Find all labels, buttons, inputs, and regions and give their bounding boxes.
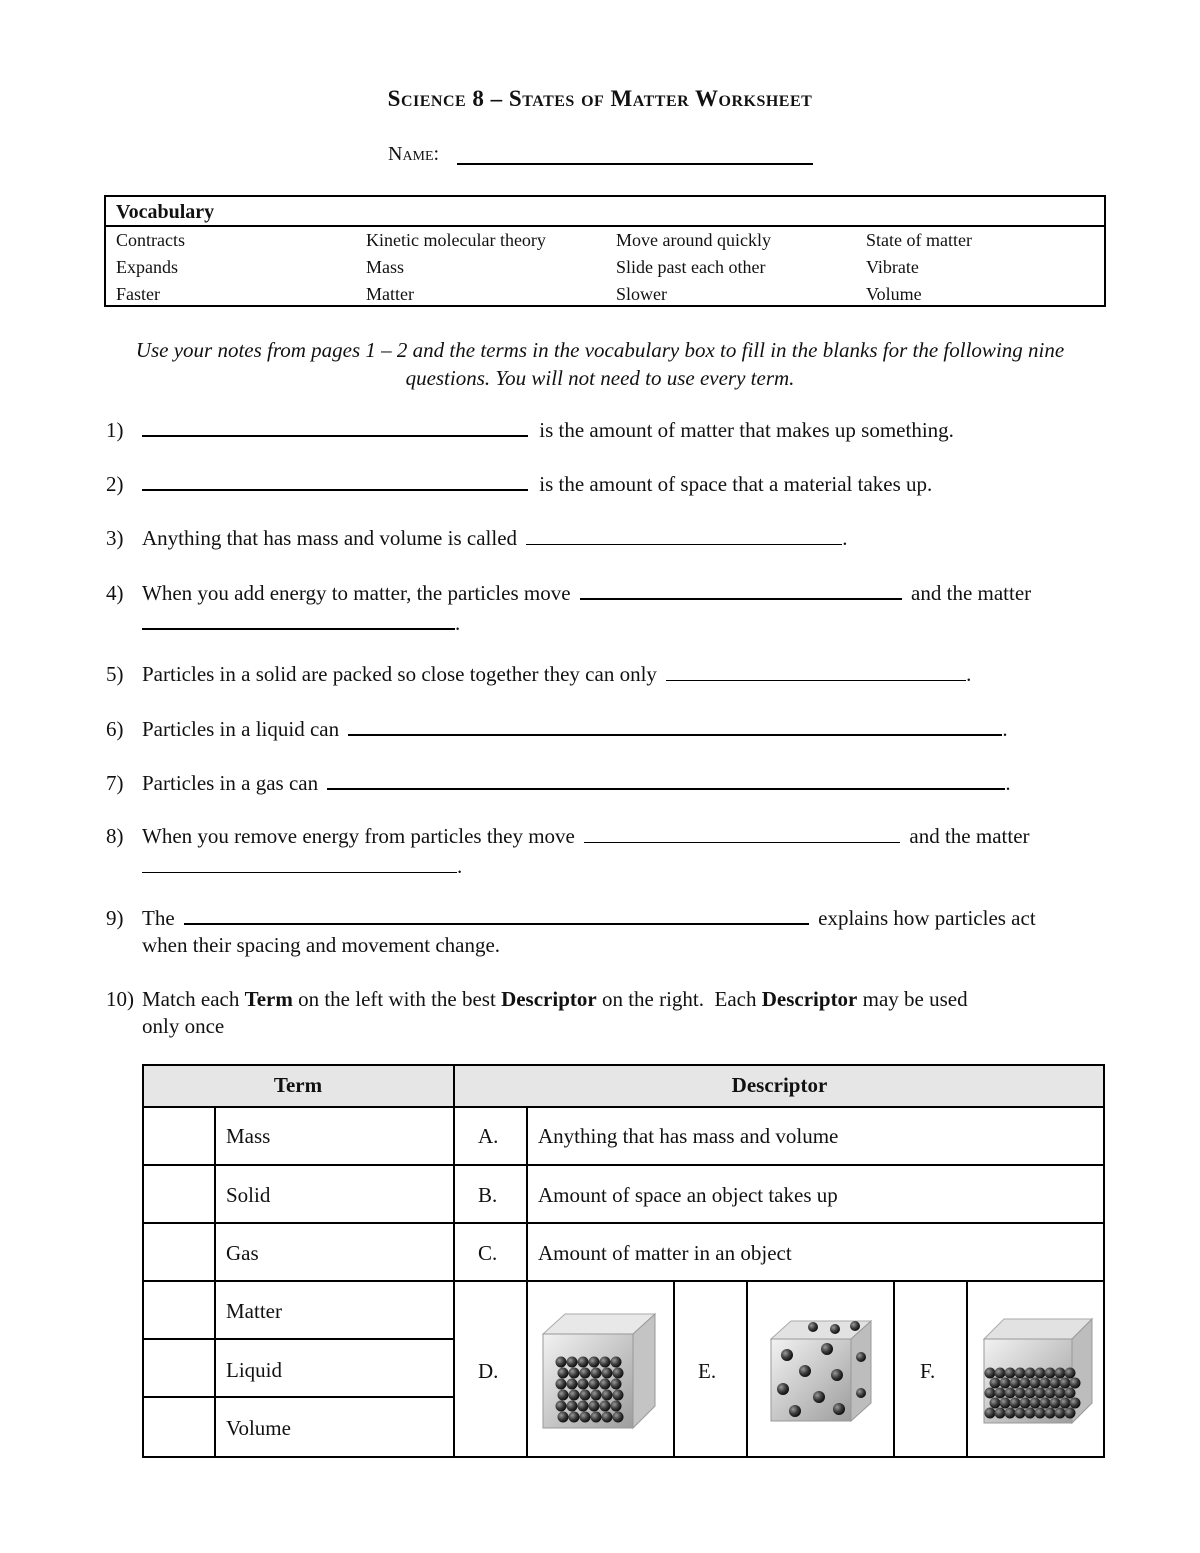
- particle: [1064, 1387, 1075, 1398]
- descriptor-letter-a: A.: [478, 1124, 499, 1148]
- solid-cube-image: [527, 1283, 673, 1458]
- question-text: Particles in a gas can: [142, 771, 319, 795]
- particle: [591, 1389, 602, 1400]
- particle: [1024, 1407, 1035, 1418]
- particle: [989, 1397, 1000, 1408]
- particle: [1019, 1377, 1030, 1388]
- question-number: 8): [106, 824, 124, 848]
- particle: [569, 1389, 580, 1400]
- answer-blank-9[interactable]: [184, 905, 809, 925]
- particle: [600, 1356, 611, 1367]
- term-mass: Mass: [226, 1124, 271, 1148]
- particle: [1044, 1407, 1055, 1418]
- vocab-term: Matter: [366, 284, 414, 304]
- answer-blank-5[interactable]: [666, 662, 966, 681]
- particle: [1004, 1387, 1015, 1398]
- question-text-mid: explains how particles act: [818, 906, 1036, 930]
- particle: [1029, 1397, 1040, 1408]
- name-label: Name:: [388, 143, 440, 165]
- term-matter: Matter: [226, 1299, 282, 1323]
- period: .: [842, 526, 848, 550]
- particle: [1049, 1397, 1060, 1408]
- question-number: 3): [106, 526, 124, 550]
- question-text: on the right. Each: [596, 987, 762, 1011]
- liquid-particles-icon: [978, 1315, 1096, 1427]
- matching-table: [142, 1064, 1105, 1458]
- vocabulary-box: [104, 195, 1106, 307]
- answer-blank-1[interactable]: [142, 417, 528, 437]
- particle: [589, 1378, 600, 1389]
- particle: [602, 1389, 613, 1400]
- instructions: Use your notes from pages 1 – 2 and the terms in the vocabulary box to fill in the blanks for the following nine questions. You will not need to use every term.: [135, 338, 1065, 390]
- answer-box-liquid[interactable]: [142, 1339, 215, 1397]
- question-text: Anything that has mass and volume is called: [142, 526, 518, 550]
- particle: [1024, 1387, 1035, 1398]
- particle: [999, 1377, 1010, 1388]
- particle: [1024, 1367, 1035, 1378]
- period: .: [966, 662, 972, 686]
- period: .: [455, 611, 461, 635]
- particle: [580, 1389, 591, 1400]
- particle: [1054, 1407, 1065, 1418]
- particle: [600, 1378, 611, 1389]
- term-volume: Volume: [226, 1416, 291, 1440]
- particle: [1049, 1377, 1060, 1388]
- particle: [602, 1367, 613, 1378]
- descriptor-letter-f: F.: [920, 1359, 936, 1383]
- particle: [1054, 1387, 1065, 1398]
- answer-box-gas[interactable]: [142, 1223, 215, 1281]
- vocabulary-grid: [106, 227, 1104, 308]
- particle: [556, 1378, 567, 1389]
- answer-blank-6[interactable]: [348, 716, 1002, 736]
- particle: [567, 1356, 578, 1367]
- particle: [1004, 1407, 1015, 1418]
- answer-blank-8a[interactable]: [584, 824, 900, 843]
- question-9-line2: when their spacing and movement change.: [142, 933, 501, 957]
- vocab-term: Slower: [616, 284, 667, 304]
- question-bold-descriptor: Descriptor: [501, 987, 597, 1011]
- solid-particles-icon: [535, 1306, 665, 1436]
- descriptor-letter-b: B.: [478, 1183, 498, 1207]
- question-8-line2: [142, 852, 462, 880]
- particle: [600, 1400, 611, 1411]
- particle: [1014, 1387, 1025, 1398]
- particle: [984, 1367, 995, 1378]
- descriptor-header: Descriptor: [454, 1064, 1105, 1107]
- particle: [558, 1411, 569, 1422]
- answer-box-volume[interactable]: [142, 1397, 215, 1458]
- vocab-term: Volume: [866, 284, 922, 304]
- particle: [1054, 1367, 1065, 1378]
- period: .: [1002, 717, 1008, 741]
- question-text: Particles in a solid are packed so close together they can only: [142, 662, 657, 686]
- particle: [1064, 1407, 1075, 1418]
- particle: [994, 1367, 1005, 1378]
- particle: [1034, 1407, 1045, 1418]
- answer-box-solid[interactable]: [142, 1165, 215, 1223]
- answer-blank-4a[interactable]: [580, 580, 902, 600]
- question-text: may be used: [857, 987, 968, 1011]
- descriptor-text-a: Anything that has mass and volume: [538, 1124, 839, 1148]
- particle: [611, 1400, 622, 1411]
- particle: [580, 1367, 591, 1378]
- question-text: is the amount of matter that makes up something.: [539, 418, 954, 442]
- particle: [558, 1389, 569, 1400]
- period: .: [1005, 771, 1011, 795]
- question-4-line2: [142, 609, 460, 637]
- particle: [591, 1411, 602, 1422]
- vocab-term: Slide past each other: [616, 257, 766, 277]
- question-number: 1): [106, 418, 124, 442]
- question-bold-term: Term: [244, 987, 293, 1011]
- question-text: When you remove energy from particles they move: [142, 824, 575, 848]
- answer-blank-4b[interactable]: [142, 610, 455, 630]
- particle: [567, 1400, 578, 1411]
- vocab-term: Expands: [116, 257, 178, 277]
- liquid-cube-image: [968, 1283, 1105, 1458]
- particle: [589, 1400, 600, 1411]
- particle: [569, 1367, 580, 1378]
- gas-cube-image: [748, 1283, 894, 1458]
- name-field[interactable]: [457, 163, 813, 165]
- particle: [578, 1378, 589, 1389]
- answer-box-matter[interactable]: [142, 1281, 215, 1339]
- particle: [613, 1411, 624, 1422]
- question-number: 5): [106, 662, 124, 686]
- particle: [589, 1356, 600, 1367]
- particle: [1014, 1367, 1025, 1378]
- question-number: 7): [106, 771, 124, 795]
- descriptor-text-c: Amount of matter in an object: [538, 1241, 792, 1265]
- particle: [602, 1411, 613, 1422]
- question-number: 10): [106, 987, 134, 1011]
- particle: [558, 1367, 569, 1378]
- answer-box-mass[interactable]: [142, 1107, 215, 1165]
- term-gas: Gas: [226, 1241, 259, 1265]
- vocab-term: Move around quickly: [616, 230, 771, 250]
- particle: [1064, 1367, 1075, 1378]
- particle: [1029, 1377, 1040, 1388]
- descriptor-letter-d: D.: [478, 1359, 499, 1383]
- question-text: is the amount of space that a material takes up.: [539, 472, 933, 496]
- particle: [1059, 1397, 1070, 1408]
- question-text: The: [142, 906, 175, 930]
- question-text: When you add energy to matter, the particles move: [142, 581, 571, 605]
- term-header: Term: [142, 1064, 454, 1107]
- particle: [1039, 1397, 1050, 1408]
- particle: [591, 1367, 602, 1378]
- question-text: on the left with the best: [292, 987, 502, 1011]
- particle: [1069, 1397, 1080, 1408]
- period: .: [457, 854, 463, 878]
- particle: [1009, 1377, 1020, 1388]
- particle: [580, 1411, 591, 1422]
- particle: [1034, 1387, 1045, 1398]
- particle: [989, 1377, 1000, 1388]
- particle: [1004, 1367, 1015, 1378]
- particle: [613, 1367, 624, 1378]
- question-text-mid: and the matter: [911, 581, 1032, 605]
- particle: [994, 1407, 1005, 1418]
- particle: [1019, 1397, 1030, 1408]
- particle: [578, 1356, 589, 1367]
- particle: [999, 1397, 1010, 1408]
- question-text: Particles in a liquid can: [142, 717, 340, 741]
- particle: [569, 1411, 580, 1422]
- question-10-line2: only once: [142, 1014, 225, 1038]
- answer-blank-3[interactable]: [526, 526, 842, 545]
- particle: [1009, 1397, 1020, 1408]
- answer-blank-2[interactable]: [142, 471, 528, 491]
- vocab-term: Vibrate: [866, 257, 919, 277]
- descriptor-letter-c: C.: [478, 1241, 498, 1265]
- question-number: 2): [106, 472, 124, 496]
- descriptor-letter-e: E.: [698, 1359, 717, 1383]
- vocab-term: Contracts: [116, 230, 185, 250]
- question-number: 4): [106, 581, 124, 605]
- particle: [578, 1400, 589, 1411]
- gas-particles-icon: [765, 1315, 877, 1427]
- vocab-term: Mass: [366, 257, 405, 277]
- vocab-term: State of matter: [866, 230, 972, 250]
- vocab-term: Kinetic molecular theory: [366, 230, 546, 250]
- particle: [1059, 1377, 1070, 1388]
- particle: [1069, 1377, 1080, 1388]
- question-number: 9): [106, 906, 124, 930]
- question-number: 6): [106, 717, 124, 741]
- vocab-term: Faster: [116, 284, 160, 304]
- answer-blank-7[interactable]: [327, 770, 1005, 790]
- question-text: Match each: [142, 987, 245, 1011]
- vocabulary-heading: Vocabulary: [106, 197, 1104, 227]
- particle: [984, 1387, 995, 1398]
- particle: [567, 1378, 578, 1389]
- question-bold-descriptor: Descriptor: [761, 987, 858, 1011]
- particle: [994, 1387, 1005, 1398]
- particle: [1034, 1367, 1045, 1378]
- particle: [1039, 1377, 1050, 1388]
- question-text-mid: and the matter: [909, 824, 1030, 848]
- term-liquid: Liquid: [226, 1358, 282, 1382]
- particle: [984, 1407, 995, 1418]
- particle: [1044, 1367, 1055, 1378]
- page-title: Science 8 – States of Matter Worksheet: [387, 86, 813, 111]
- particle: [1014, 1407, 1025, 1418]
- answer-blank-8b[interactable]: [142, 854, 457, 873]
- particle: [613, 1389, 624, 1400]
- descriptor-text-b: Amount of space an object takes up: [538, 1183, 838, 1207]
- particle: [611, 1356, 622, 1367]
- particle: [611, 1378, 622, 1389]
- particle: [556, 1400, 567, 1411]
- particle: [556, 1356, 567, 1367]
- term-solid: Solid: [226, 1183, 271, 1207]
- particle: [1044, 1387, 1055, 1398]
